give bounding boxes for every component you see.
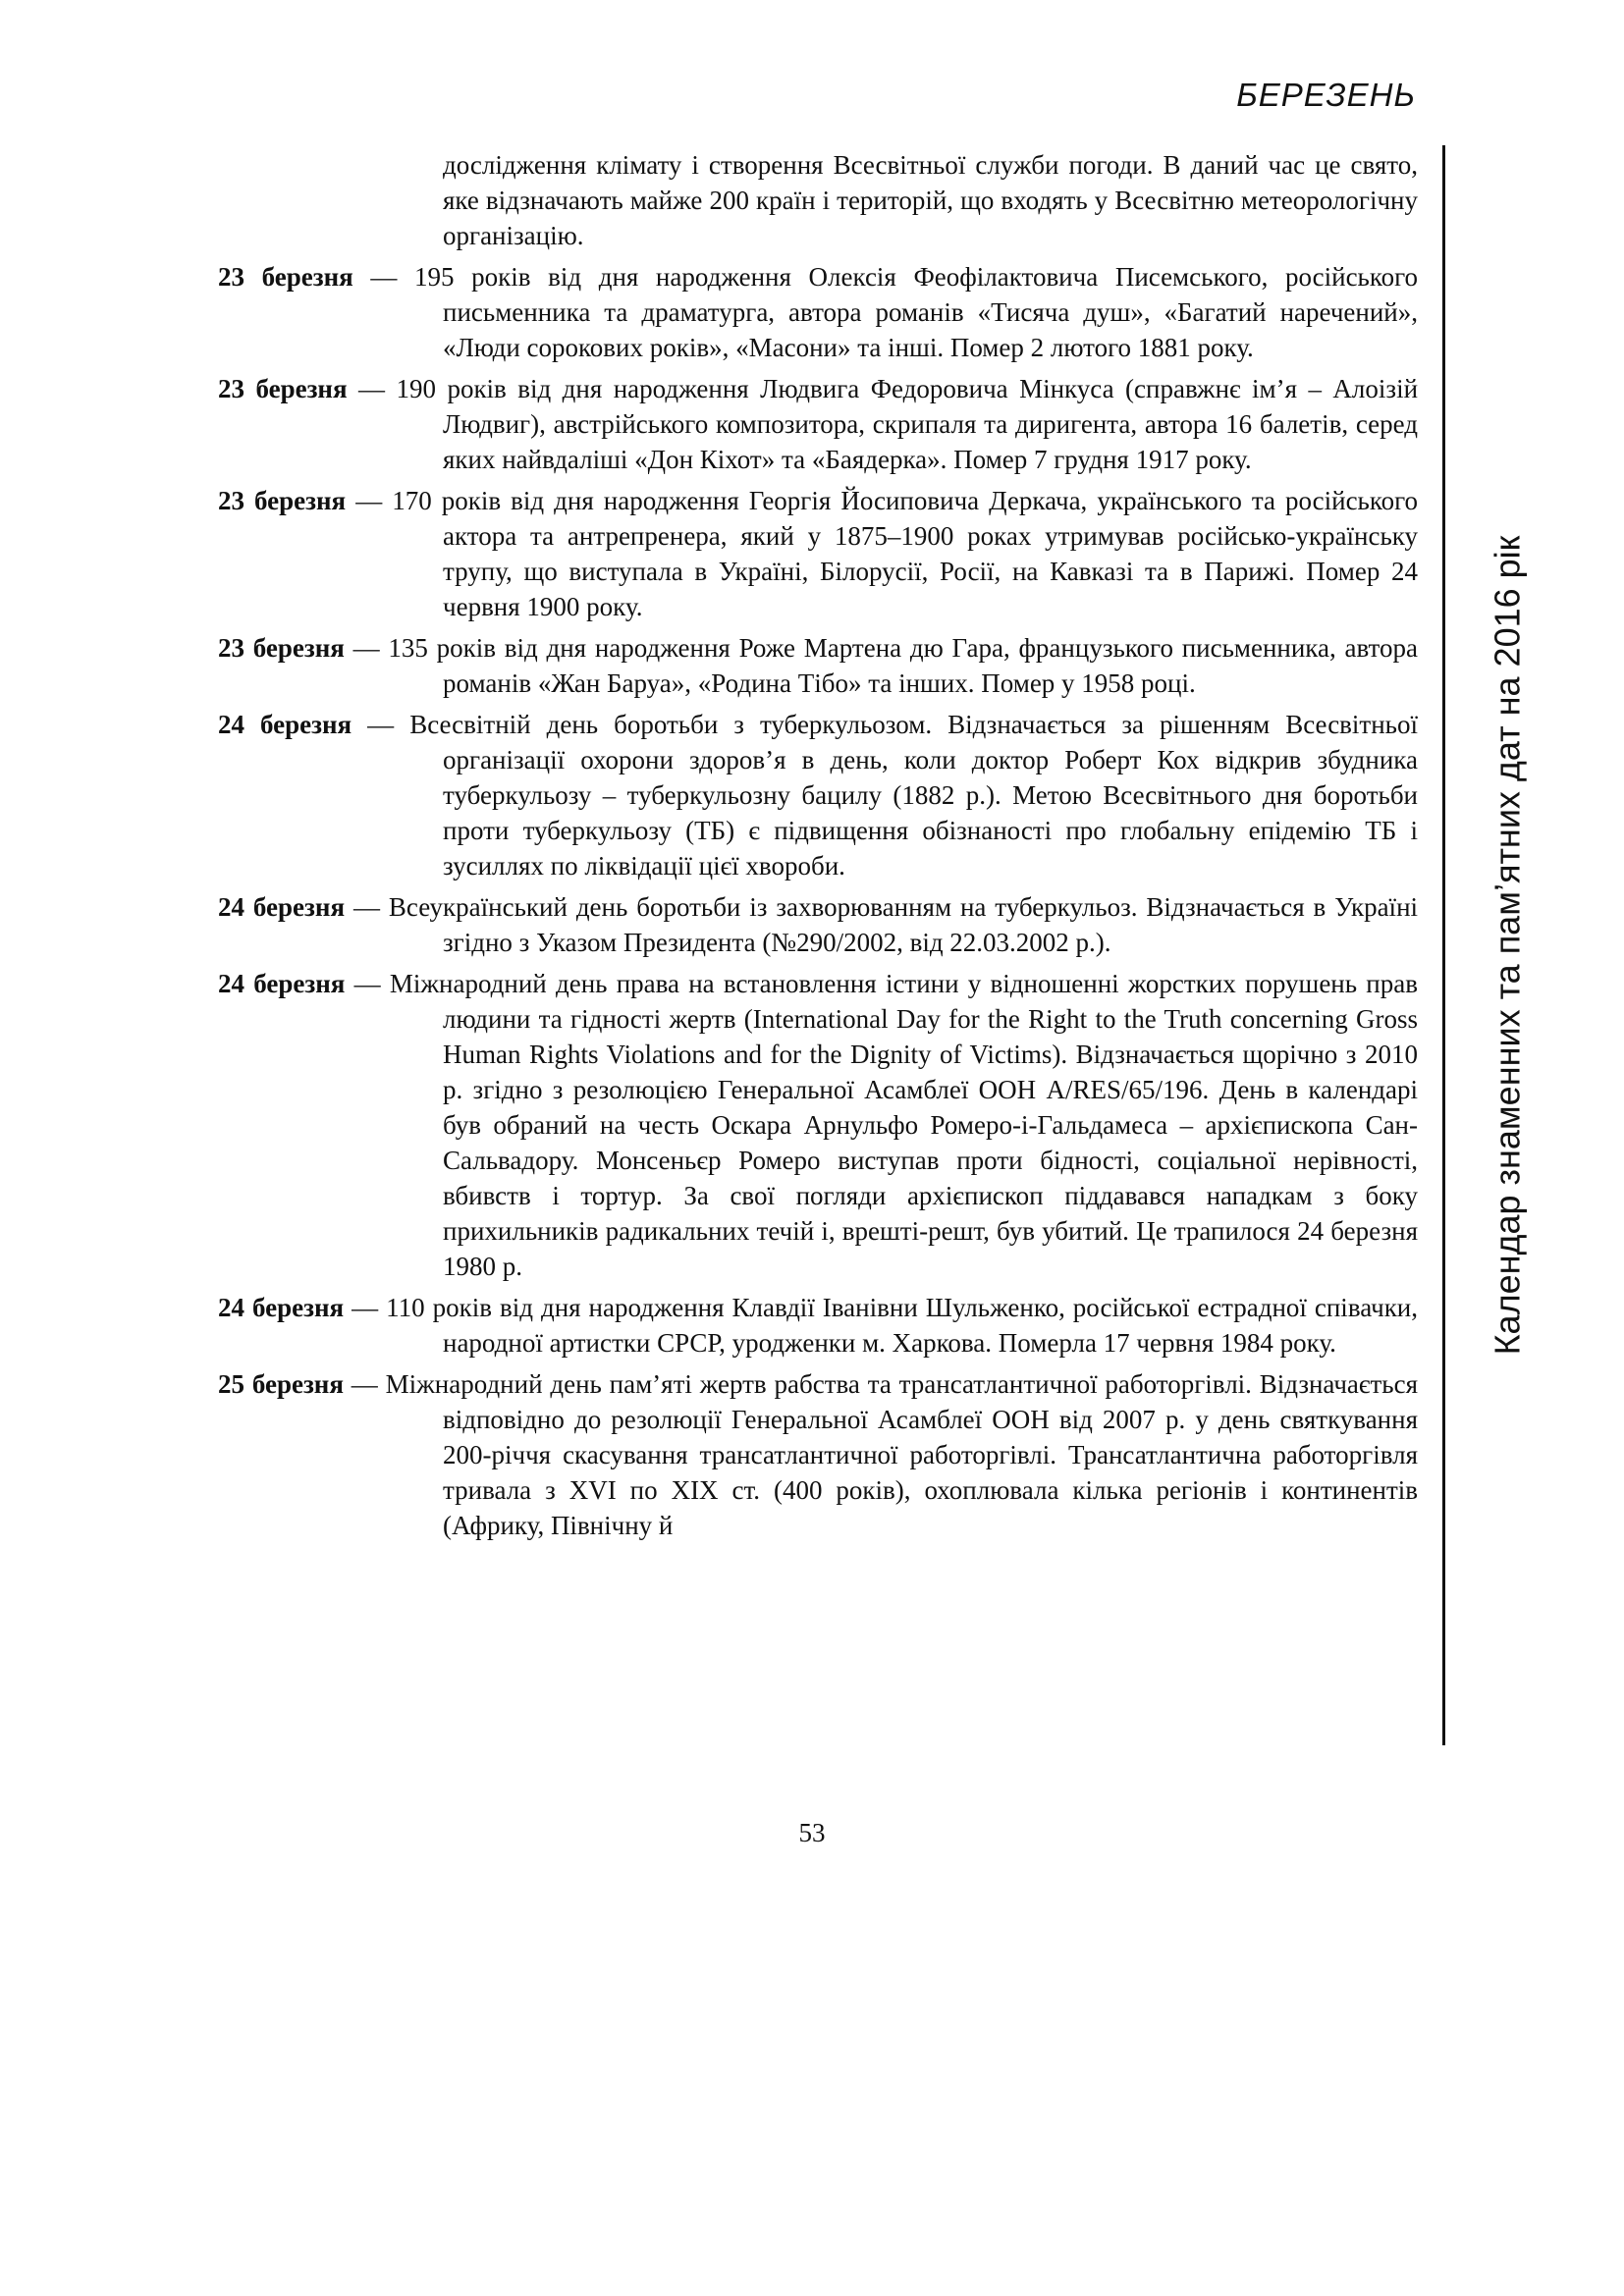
running-header: БЕРЕЗЕНЬ xyxy=(1236,77,1416,113)
entry-dash: — xyxy=(351,1369,378,1399)
entry-text: 195 років від дня народження Олексія Феофілактовича Писемського, російського письменника та драматурга, автора романів «Тисяча душ», «Багатий наречений», «Люди сорокових років», «Масони» та інші. Помер 2 лютого 1881 року. xyxy=(414,262,1419,362)
side-title-band xyxy=(1466,145,1548,1745)
calendar-entry xyxy=(218,1366,1418,1543)
entry-text: Всеукраїнський день боротьби із захворюванням на туберкульоз. Відзначається в Україні згідно з Указом Президента (№290/2002, від 22.03.2002 р.). xyxy=(388,892,1419,957)
entry-dash: — xyxy=(352,892,380,922)
calendar-entry xyxy=(218,483,1418,624)
entry-dash: — xyxy=(355,486,383,515)
entry-date: 24 березня xyxy=(218,892,346,922)
entry-date: 23 березня xyxy=(218,262,353,292)
entry-dash: — xyxy=(353,969,381,998)
entry-text: Міжнародний день пам’яті жертв рабства та трансатлантичної работоргівлі. Відзначається відповідно до резолюції Генеральної Асамблеї ООН від 2007 р. у день святкування 200-річчя скасування трансатлантичної работоргівлі. Трансатлантична работоргівля тривала з XVI по XIX ст. (400 років), охоплювала кілька регіонів і континентів (Африку, Північну й xyxy=(385,1369,1419,1540)
entry-date: 23 березня xyxy=(218,374,348,403)
entry-date: 24 березня xyxy=(218,1293,345,1322)
entry-text: 170 років від дня народження Георгія Йосиповича Деркача, українського та російського актора та антрепренера, який у 1875–1900 роках утримував російсько-українську трупу, що виступала в Україні, Білорусії, Росії, на Кавказі та в Парижі. Помер 24 червня 1900 року. xyxy=(392,486,1419,621)
entry-text: Міжнародний день права на встановлення істини у відношенні жорстких порушень прав людини та гідності жертв (International Day for the Right to the Truth concerning Gross Human Rights Violations and for the Dignity of Victims). Відзначається щорічно з 2010 р. згідно з резолюцією Генеральної Асамблеї ООН A/RES/65/196. День в календарі був обраний на честь Оскара Арнульфо Ромеро-і-Гальдамеса – архієпископа Сан-Сальвадору. Монсеньєр Ромеро виступав проти бідності, соціальної нерівності, вбивств і тортур. За свої погляди архієпископ піддавався нападкам з боку прихильників радикальних течій і, врешті-решт, був убитий. Це трапилося 24 березня 1980 р. xyxy=(389,969,1418,1281)
calendar-entry xyxy=(218,259,1418,365)
calendar-entry xyxy=(218,707,1418,883)
entry-text: 135 років від дня народження Роже Мартена дю Гара, французького письменника, автора романів «Жан Баруа», «Родина Тібо» та інших. Помер у 1958 році. xyxy=(388,633,1418,698)
entry-date: 23 березня xyxy=(218,633,345,663)
entry-dash: — xyxy=(367,710,395,739)
entry-text: 110 років від дня народження Клавдії Іванівни Шульженко, російської естрадної співачки, народної артистки СРСР, уродженки м. Харкова. Померла 17 червня 1984 року. xyxy=(386,1293,1419,1358)
calendar-entry xyxy=(218,1290,1418,1361)
entry-dash: — xyxy=(352,633,380,663)
entry-date: 23 березня xyxy=(218,486,347,515)
entry-text: 190 років від дня народження Людвига Федоровича Мінкуса (справжнє ім’я – Алоізій Людвиг), австрійського композитора, скрипаля та диригента, автора 16 балетів, серед яких найвдаліші «Дон Кіхот» та «Баядерка». Помер 7 грудня 1917 року. xyxy=(396,374,1419,474)
entry-dash: — xyxy=(358,374,386,403)
entries-column xyxy=(218,147,1418,1549)
entry-text: Всесвітній день боротьби з туберкульозом. Відзначається за рішенням Всесвітньої організації охорони здоров’я в день, коли доктор Роберт Кох відкрив збудника туберкульозу – туберкульозну бацилу (1882 р.). Метою Всесвітнього дня боротьби проти туберкульозу (ТБ) є підвищення обізнаності про глобальну епідемію ТБ і зусиллях по ліквідації цієї хвороби. xyxy=(409,710,1418,881)
entry-dash: — xyxy=(370,262,398,292)
calendar-entry xyxy=(218,889,1418,960)
entry-date: 25 березня xyxy=(218,1369,344,1399)
calendar-entry xyxy=(218,630,1418,701)
side-title: Календар знаменних та пам’ятних дат на 2016 рік xyxy=(1487,535,1527,1356)
calendar-entry xyxy=(218,371,1418,477)
continued-paragraph: дослідження клімату і створення Всесвітньої служби погоди. В даний час це свято, яке відзначають майже 200 країн і територій, що входять у Всесвітню метеорологічну організацію. xyxy=(443,150,1418,250)
entries-list xyxy=(218,259,1418,1543)
page-number: 53 xyxy=(798,1818,826,1847)
entry-date: 24 березня xyxy=(218,969,346,998)
side-divider-rule xyxy=(1442,145,1445,1745)
entry-dash: — xyxy=(352,1293,379,1322)
entry-date: 24 березня xyxy=(218,710,352,739)
calendar-entry xyxy=(218,966,1418,1284)
